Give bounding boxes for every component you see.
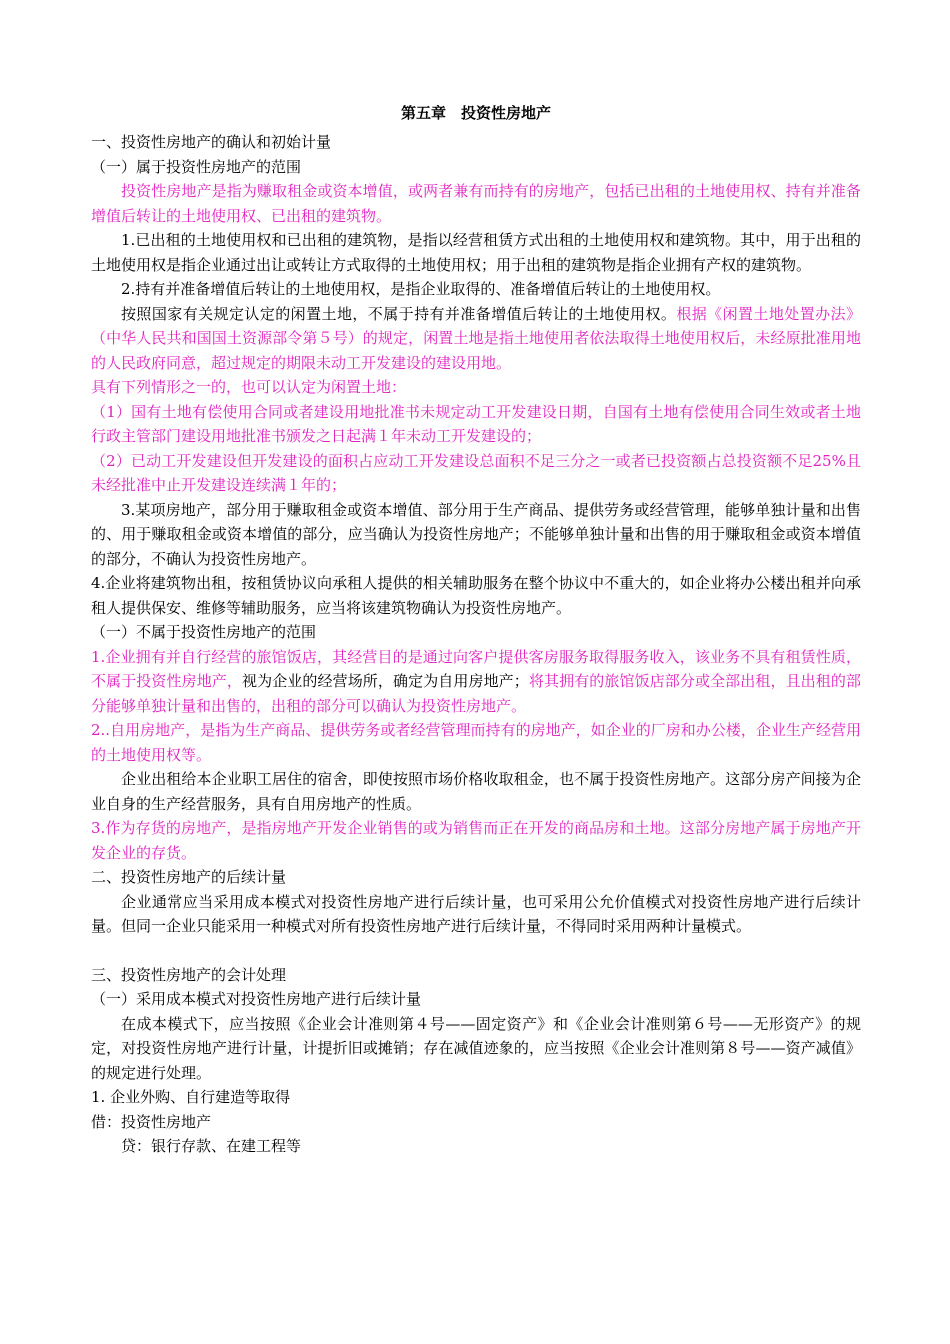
journal-debit: 借：投资性房地产 bbox=[91, 1112, 212, 1131]
blank-line bbox=[91, 939, 861, 963]
idle-land-condition-2: （2）已动工开发建设但开发建设的面积占应动工开发建设总面积不足三分之一或者已投资额占总投资额不足25%且未经批准中止开发建设连续满１年的； bbox=[91, 451, 861, 494]
idle-land-conditions-intro: 具有下列情形之一的，也可以认定为闲置土地： bbox=[91, 378, 407, 396]
subsection-heading-1: （一）属于投资性房地产的范围 bbox=[91, 157, 302, 176]
definition-paragraph: 投资性房地产是指为赚取租金或资本增值，或两者兼有而持有的房地产，包括已出租的土地使用权、持有并准备增值后转让的土地使用权、已出租的建筑物。 bbox=[91, 182, 861, 225]
idle-land-definition: 根据《闲置土地处置办法》（中华人民共和国国土资源部令第５号）的规定，闲置土地是指土地使用者依法取得土地使用权后，未经原批准用地的人民政府同意，超过规定的期限未动工开发建设的建设用地。 bbox=[91, 304, 861, 372]
paragraph-item-1: 1.已出租的土地使用权和已出租的建筑物，是指以经营租赁方式出租的土地使用权和建筑物。其中，用于出租的土地使用权是指企业通过出让或转让方式取得的土地使用权；用于出租的建筑物是指企业拥有产权的建筑物。 bbox=[91, 231, 861, 274]
paragraph-item-3: 3.某项房地产，部分用于赚取租金或资本增值、部分用于生产商品、提供劳务或经营管理，能够单独计量和出售的、用于赚取租金或资本增值的部分，应当确认为投资性房地产；不能够单独计量和出售的用于赚取租金或资本增值的部分，不确认为投资性房地产。 bbox=[91, 500, 861, 568]
paragraph-cost-model: 在成本模式下，应当按照《企业会计准则第４号——固定资产》和《企业会计准则第６号——无形资产》的规定，对投资性房地产进行计量，计提折旧或摊销；存在减值迹象的，应当按照《企业会计准则第８号——资产减值》的规定进行处理。 bbox=[91, 1014, 861, 1082]
idle-land-text: 按照国家有关规定认定的闲置土地，不属于持有并准备增值后转让的土地使用权。 bbox=[121, 304, 677, 323]
paragraph-idle-land bbox=[91, 302, 861, 376]
hotel-text-c: 将其拥有的旅馆饭店部分或全部出租，且出租的部分能够单独计量和出售的，出租的部分可以确认为投资性房地产。 bbox=[91, 672, 861, 715]
section-heading-1: 一、投资性房地产的确认和初始计量 bbox=[91, 133, 332, 151]
section-heading-2: 二、投资性房地产的后续计量 bbox=[91, 868, 287, 886]
journal-credit: 贷：银行存款、在建工程等 bbox=[121, 1137, 302, 1155]
document-page bbox=[91, 100, 861, 1159]
paragraph-inventory: 3.作为存货的房地产，是指房地产开发企业销售的或为销售而正在开发的商品房和土地。这部分房地产属于房地产开发企业的存货。 bbox=[91, 819, 861, 862]
paragraph-self-use: 2..自用房地产，是指为生产商品、提供劳务或者经营管理而持有的房地产，如企业的厂房和办公楼，企业生产经营用的土地使用权等。 bbox=[91, 721, 861, 764]
paragraph-hotel bbox=[91, 645, 861, 719]
subsection-heading-3: （一）采用成本模式对投资性房地产进行后续计量 bbox=[91, 990, 422, 1008]
hotel-text-a: 1.企业拥有并自行经营的旅馆饭店，其经营目的是通过向客户提供客房服务取得服务收入，该业务不具有租赁性质，不属于投资性房地产， bbox=[91, 647, 861, 690]
paragraph-dormitory: 企业出租给本企业职工居住的宿舍，即使按照市场价格收取租金，也不属于投资性房地产。这部分房产间接为企业自身的生产经营服务，具有自用房地产的性质。 bbox=[91, 770, 861, 813]
subsection-heading-2: （一）不属于投资性房地产的范围 bbox=[91, 623, 317, 641]
hotel-text-b: 视为企业的经营场所，确定为自用房地产； bbox=[242, 672, 529, 690]
idle-land-condition-1: （1）国有土地有偿使用合同或者建设用地批准书未规定动工开发建设日期，自国有土地有偿使用合同生效或者土地行政主管部门建设用地批准书颁发之日起满１年未动工开发建设的； bbox=[91, 402, 861, 445]
chapter-title: 第五章 投资性房地产 bbox=[400, 104, 551, 122]
paragraph-item-2: 2.持有并准备增值后转让的土地使用权，是指企业取得的、准备增值后转让的土地使用权。 bbox=[121, 280, 721, 298]
section-heading-3: 三、投资性房地产的会计处理 bbox=[91, 965, 287, 984]
paragraph-acquisition: 1. 企业外购、自行建造等取得 bbox=[91, 1088, 291, 1106]
paragraph-subsequent-measurement: 企业通常应当采用成本模式对投资性房地产进行后续计量，也可采用公允价值模式对投资性房地产进行后续计量。但同一企业只能采用一种模式对所有投资性房地产进行后续计量，不得同时采用两种计量模式。 bbox=[91, 892, 861, 935]
paragraph-item-4: 4.企业将建筑物出租，按租赁协议向承租人提供的相关辅助服务在整个协议中不重大的，如企业将办公楼出租并向承租人提供保安、维修等辅助服务，应当将该建筑物确认为投资性房地产。 bbox=[91, 574, 861, 617]
